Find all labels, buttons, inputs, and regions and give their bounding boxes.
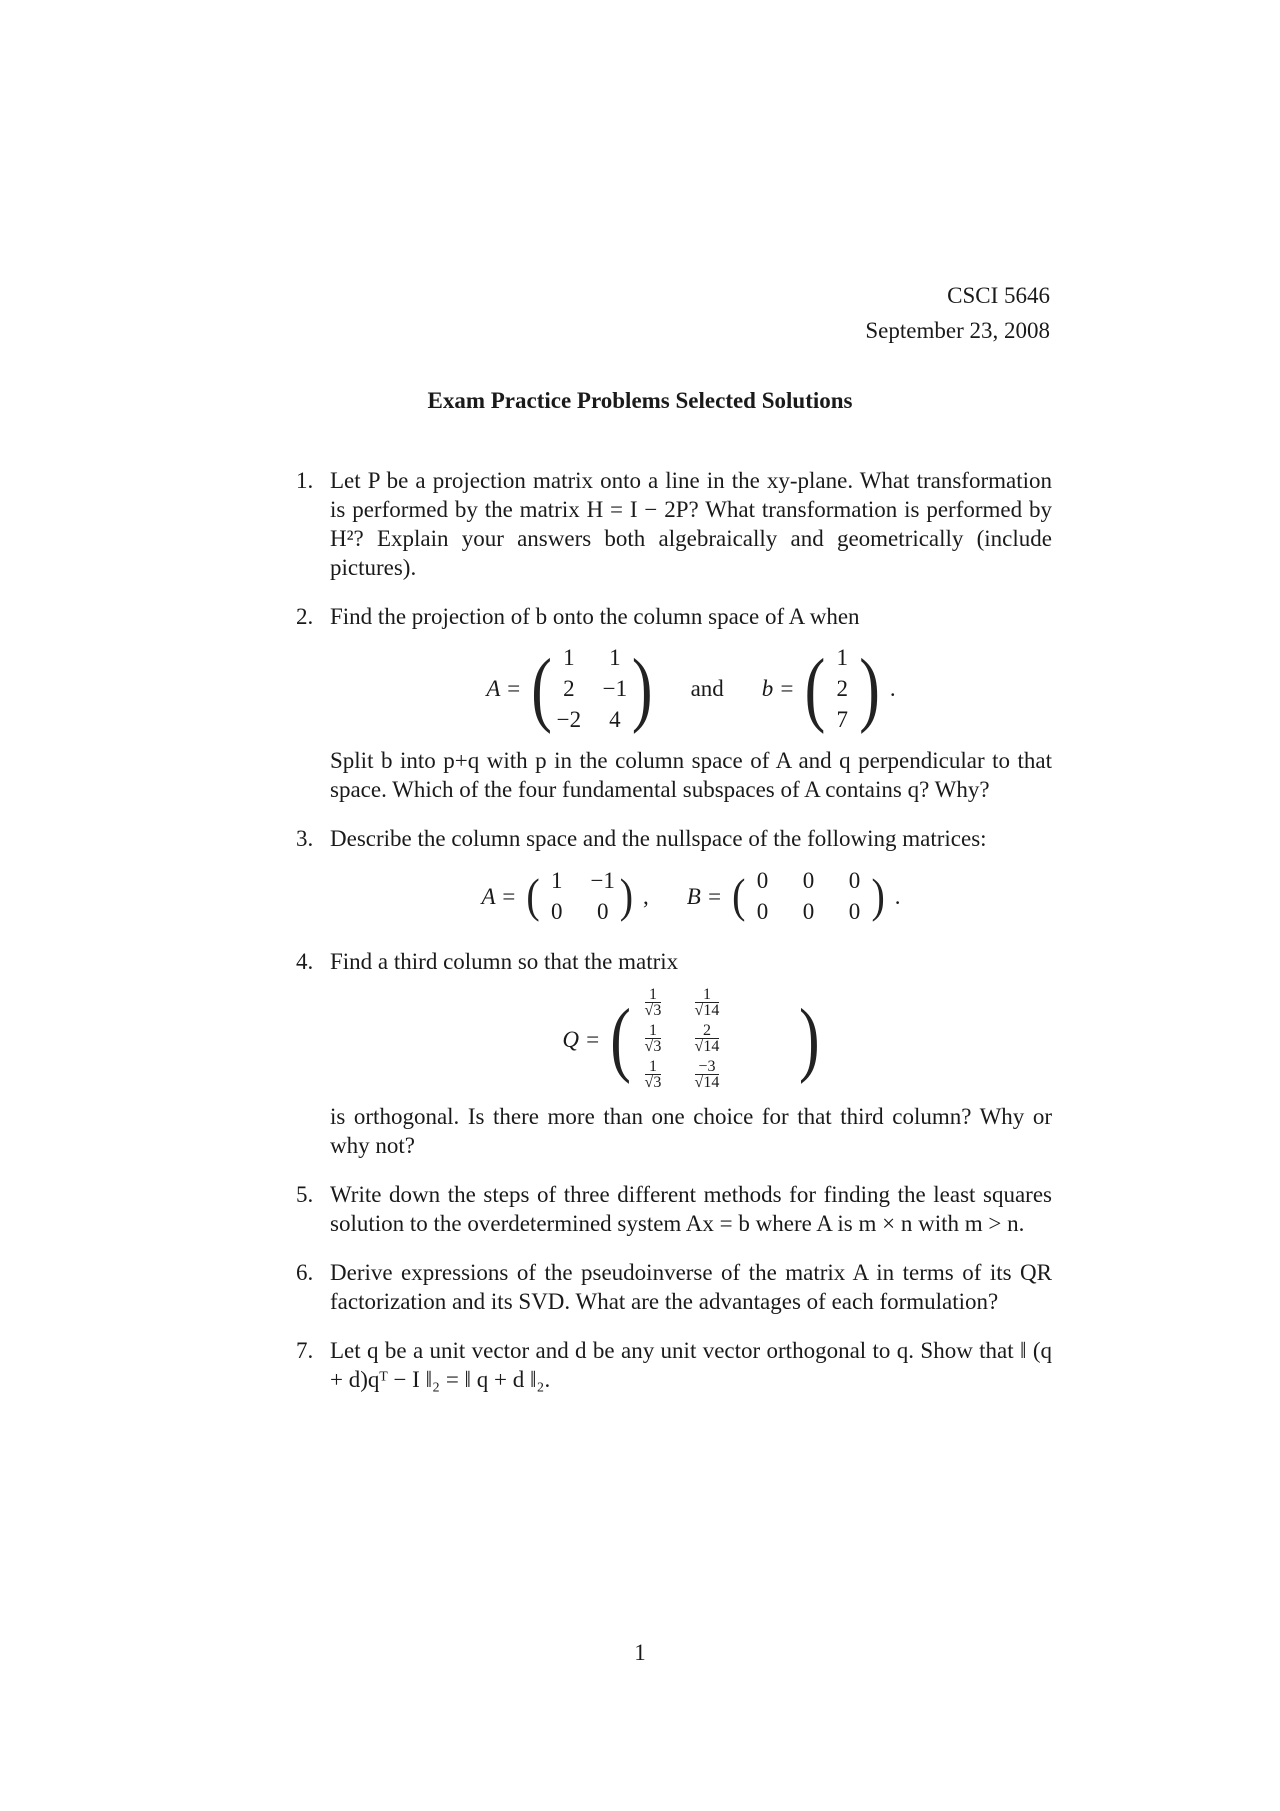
numerator: 1 <box>702 986 711 1003</box>
vector-cell: 2 <box>836 676 848 701</box>
empty-cell <box>739 1060 799 1090</box>
right-paren: ) <box>871 868 885 923</box>
matrix-label: A = <box>486 676 522 701</box>
matrix-cell: 0 <box>756 899 769 924</box>
problem-text-continued: is orthogonal. Is there more than one choice for that third column? Why or why not? <box>330 1104 1052 1158</box>
matrix-cell: 0 <box>802 868 815 893</box>
matrix-grid <box>745 866 871 926</box>
page-number: 1 <box>634 1640 646 1665</box>
date: September 23, 2008 <box>865 318 1050 343</box>
problem-text: Let P be a projection matrix onto a line in the xy-plane. What transformation is performed by the matrix H = I − 2P? What transformation is performed by H²? Explain your answers both algebraically and geometrically (include pictures). <box>330 468 1052 580</box>
problem-text-continued: Split b into p+q with p in the column space of A and q perpendicular to that space. Which of the four fundamental subspaces of A contains q? Why? <box>330 748 1052 802</box>
vector-label: b = <box>761 676 795 701</box>
problem-4 <box>296 947 1052 1160</box>
fraction <box>685 1060 729 1090</box>
right-paren: ) <box>619 868 634 923</box>
matrix-cell: 1 <box>609 645 621 670</box>
problem-7 <box>296 1336 1052 1394</box>
matrix-label: B = <box>686 883 723 909</box>
problem-text: Write down the steps of three different methods for finding the least squares solution to the overdetermined system Ax = b where A is m × n with m > n. <box>330 1182 1052 1236</box>
vector-cell: 1 <box>836 645 848 670</box>
page-title: Exam Practice Problems Selected Solutions <box>427 388 853 413</box>
vector-cell: 7 <box>836 707 848 732</box>
matrix-cell: −1 <box>590 868 615 893</box>
problem-number: 6. <box>296 1260 314 1285</box>
matrix-label: A = <box>481 883 517 909</box>
problem-text: Derive expressions of the pseudoinverse of the matrix A in terms of its QR factorization and its SVD. What are the advantages of each formulation? <box>330 1260 1052 1314</box>
numerator: −3 <box>698 1058 716 1075</box>
problem-6 <box>296 1258 1052 1316</box>
problem-number: 4. <box>296 949 314 974</box>
fraction <box>685 988 729 1018</box>
left-paren: ( <box>526 868 540 923</box>
numerator: 1 <box>648 1058 657 1075</box>
denominator: √3 <box>644 1074 662 1091</box>
matrix-cell: 2 <box>563 676 575 701</box>
comma: , <box>643 883 649 909</box>
right-paren: ) <box>859 642 880 735</box>
matrix-grid <box>540 866 620 926</box>
right-paren: ) <box>798 993 820 1085</box>
numerator: 2 <box>702 1022 711 1039</box>
matrix-cell: 0 <box>596 899 609 924</box>
course-code: CSCI 5646 <box>947 283 1050 308</box>
empty-cell <box>739 988 799 1018</box>
right-paren: ) <box>631 642 653 735</box>
matrix-cell: 4 <box>609 707 621 732</box>
equation <box>330 865 1052 927</box>
equation <box>330 643 1052 734</box>
problem-2 <box>296 602 1052 804</box>
vector-b <box>805 643 880 734</box>
matrix-cell: 0 <box>550 899 563 924</box>
left-paren: ( <box>531 642 552 735</box>
empty-cell <box>739 1024 799 1054</box>
matrix-cell: 1 <box>563 645 575 670</box>
matrix-cell: 1 <box>550 868 563 893</box>
problem-text: Describe the column space and the nullspace of the following matrices: <box>330 826 987 851</box>
problem-text: Find a third column so that the matrix <box>330 949 679 974</box>
matrix-cell: 0 <box>848 868 861 893</box>
fraction <box>631 1024 675 1054</box>
matrix-a <box>531 643 652 734</box>
numerator: 1 <box>648 1022 657 1039</box>
problem-5 <box>296 1180 1052 1238</box>
denominator: √3 <box>644 1002 662 1019</box>
left-paren: ( <box>804 642 826 735</box>
denominator: √14 <box>694 1074 720 1091</box>
left-paren: ( <box>610 993 631 1085</box>
matrix-q <box>610 988 819 1090</box>
matrix-cell: −1 <box>602 676 628 701</box>
problem-number: 3. <box>296 826 314 851</box>
matrix-cell: 0 <box>848 899 861 924</box>
problem-number: 7. <box>296 1338 314 1363</box>
matrix-b <box>732 865 885 927</box>
period: . <box>889 676 896 701</box>
problem-3 <box>296 824 1052 927</box>
problem-text: Find the projection of b onto the column space of A when <box>330 604 860 629</box>
header <box>865 278 1050 348</box>
numerator: 1 <box>648 986 657 1003</box>
matrix-grid <box>552 643 632 734</box>
matrix-cell: 0 <box>756 868 769 893</box>
denominator: √14 <box>694 1038 720 1055</box>
problem-1 <box>296 466 1052 582</box>
matrix-cell: 0 <box>802 899 815 924</box>
problem-number: 5. <box>296 1182 314 1207</box>
problem-list <box>296 466 1052 1414</box>
period: . <box>894 883 901 909</box>
matrix-label: Q = <box>562 1026 601 1052</box>
vector-grid <box>825 643 859 734</box>
denominator: √3 <box>644 1038 662 1055</box>
matrix-cell: −2 <box>556 707 582 732</box>
fraction <box>631 1060 675 1090</box>
matrix-a <box>526 865 633 927</box>
problem-text: Let q be a unit vector and d be any unit vector orthogonal to q. Show that ‖ (q + d)qᵀ − I ‖₂ = ‖ q + d ‖₂. <box>330 1338 1052 1392</box>
equation <box>330 988 1052 1090</box>
problem-number: 2. <box>296 604 314 629</box>
fraction <box>685 1024 729 1054</box>
denominator: √14 <box>694 1002 720 1019</box>
left-paren: ( <box>732 868 746 923</box>
matrix-grid <box>631 988 799 1090</box>
problem-number: 1. <box>296 468 314 493</box>
and-word: and <box>690 676 724 701</box>
fraction <box>631 988 675 1018</box>
